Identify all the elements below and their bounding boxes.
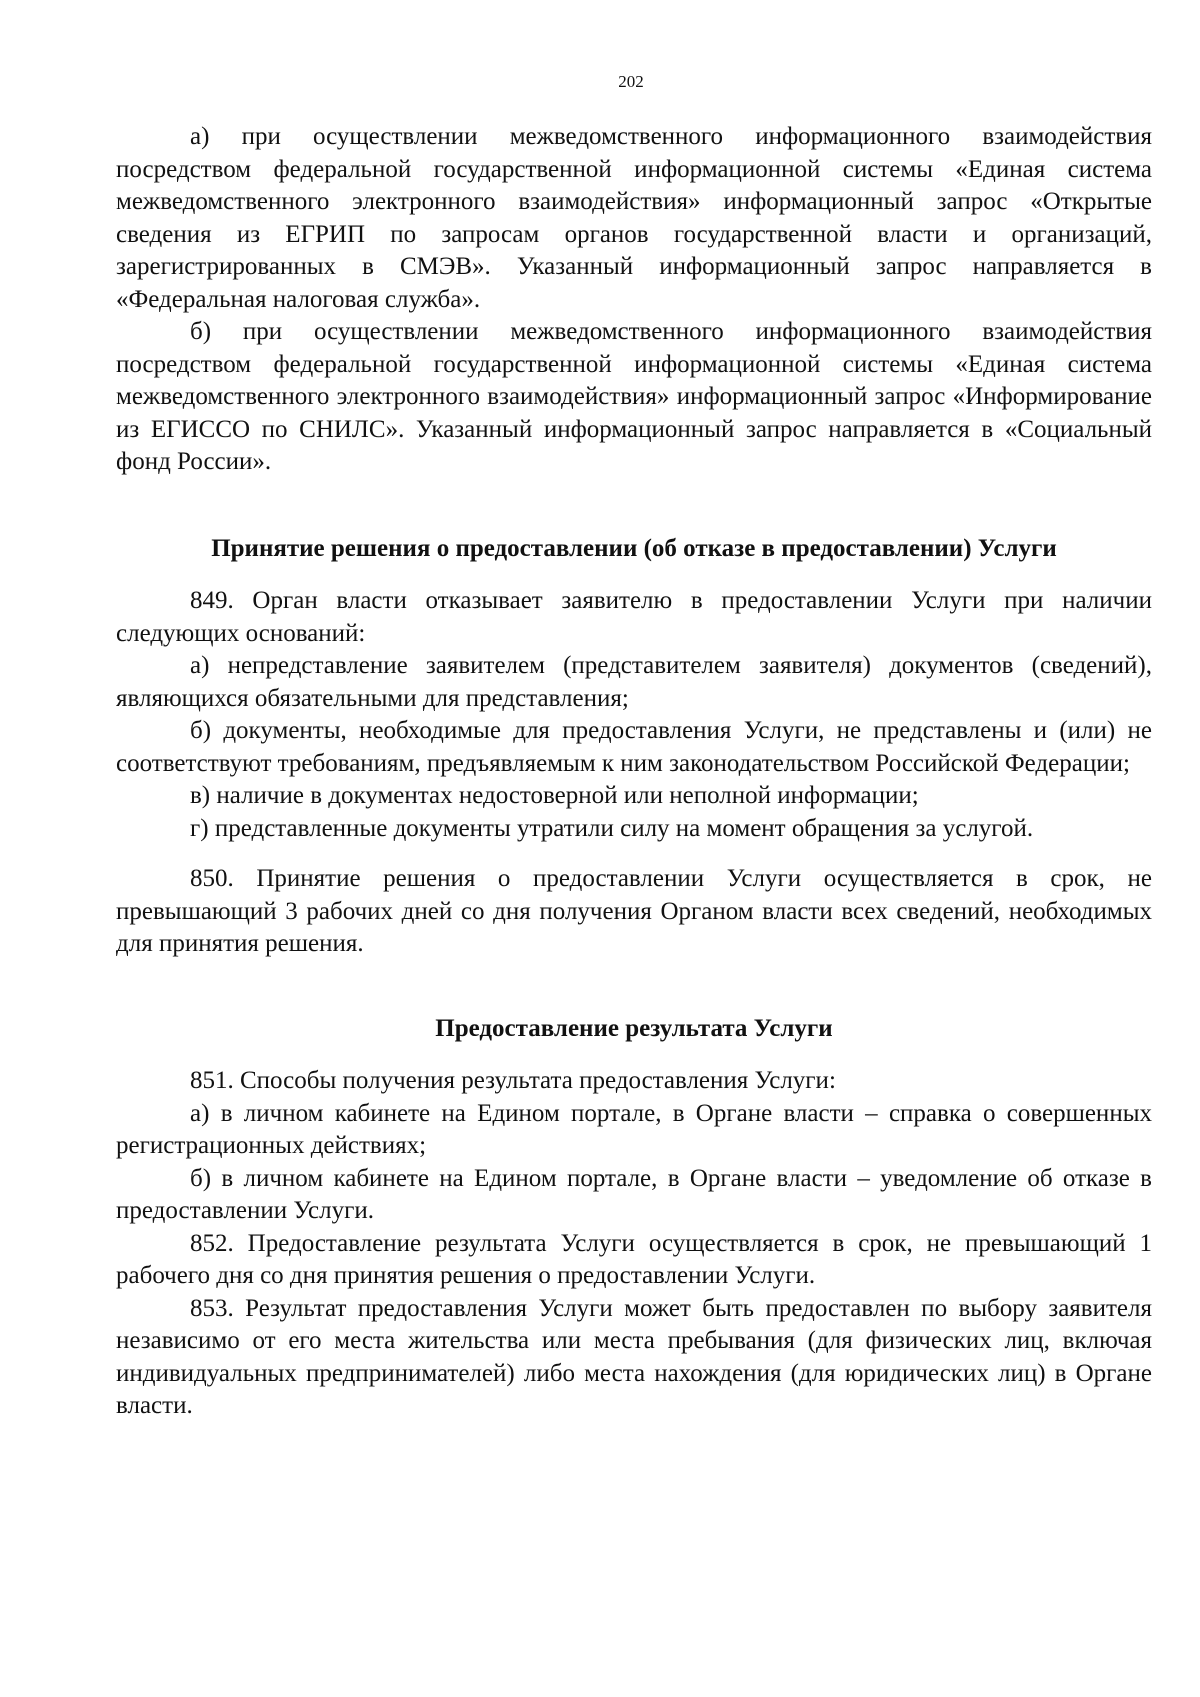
result-section: [116, 1013, 1152, 1423]
item-b: б) при осуществлении межведомственного информационного взаимодействия посредством федеральной государственной информационной системы «Единая система межведомственного электронного взаимодействия» информационный запрос «Информирование из ЕГИССО по СНИЛС». Указанный информационный запрос направляется в «Социальный фонд России».: [116, 318, 1152, 475]
result-a: а) в личном кабинете на Едином портале, в Органе власти – справка о совершенных регистрационных действиях;: [116, 1099, 1152, 1159]
paragraph-849: 849. Орган власти отказывает заявителю в предоставлении Услуги при наличии следующих оснований:: [116, 587, 1152, 647]
result-b: б) в личном кабинете на Едином портале, в Органе власти – уведомление об отказе в предоставлении Услуги.: [116, 1164, 1152, 1224]
reason-g: г) представленные документы утратили силу на момент обращения за услугой.: [190, 814, 1034, 842]
reason-a: а) непредставление заявителем (представителем заявителя) документов (сведений), являющихся обязательными для представления;: [116, 652, 1152, 712]
spacer: [116, 961, 1152, 1013]
paragraph-850: 850. Принятие решения о предоставлении Услуги осуществляется в срок, не превышающий 3 рабочих дней со дня получения Органом власти всех сведений, необходимых для принятия решения.: [116, 865, 1152, 957]
item-a: а) при осуществлении межведомственного информационного взаимодействия посредством федеральной государственной информационной системы «Единая система межведомственного электронного взаимодействия» информационный запрос «Открытые сведения из ЕГРИП по запросам органов государственной власти и организаций, зарегистрированных в СМЭВ». Указанный информационный запрос направляется в «Федеральная налоговая служба».: [116, 123, 1152, 313]
spacer: [116, 565, 1152, 585]
decision-section: [116, 533, 1152, 961]
spacer: [116, 845, 1152, 863]
reason-b: б) документы, необходимые для предоставления Услуги, не представлены и (или) не соответствуют требованиям, предъявляемым к ним законодательством Российской Федерации;: [116, 717, 1152, 777]
spacer: [116, 1045, 1152, 1065]
section-title-result: Предоставление результата Услуги: [435, 1014, 833, 1042]
page-number: 202: [618, 72, 644, 91]
top-list: [116, 121, 1152, 479]
document-content: [116, 121, 1152, 1423]
reason-v: в) наличие в документах недостоверной или неполной информации;: [190, 782, 919, 809]
paragraph-852: 852. Предоставление результата Услуги осуществляется в срок, не превышающий 1 рабочего дня со дня принятия решения о предоставлении Услуги.: [116, 1229, 1152, 1289]
section-title-decision: Принятие решения о предоставлении (об отказе в предоставлении) Услуги: [211, 534, 1057, 562]
paragraph-851: 851. Способы получения результата предоставления Услуги:: [190, 1067, 836, 1094]
paragraph-853: 853. Результат предоставления Услуги может быть предоставлен по выбору заявителя независимо от его места жительства или места пребывания (для физических лиц, включая индивидуальных предпринимателей) либо места нахождения (для юридических лиц) в Органе власти.: [116, 1294, 1152, 1419]
spacer: [116, 479, 1152, 533]
